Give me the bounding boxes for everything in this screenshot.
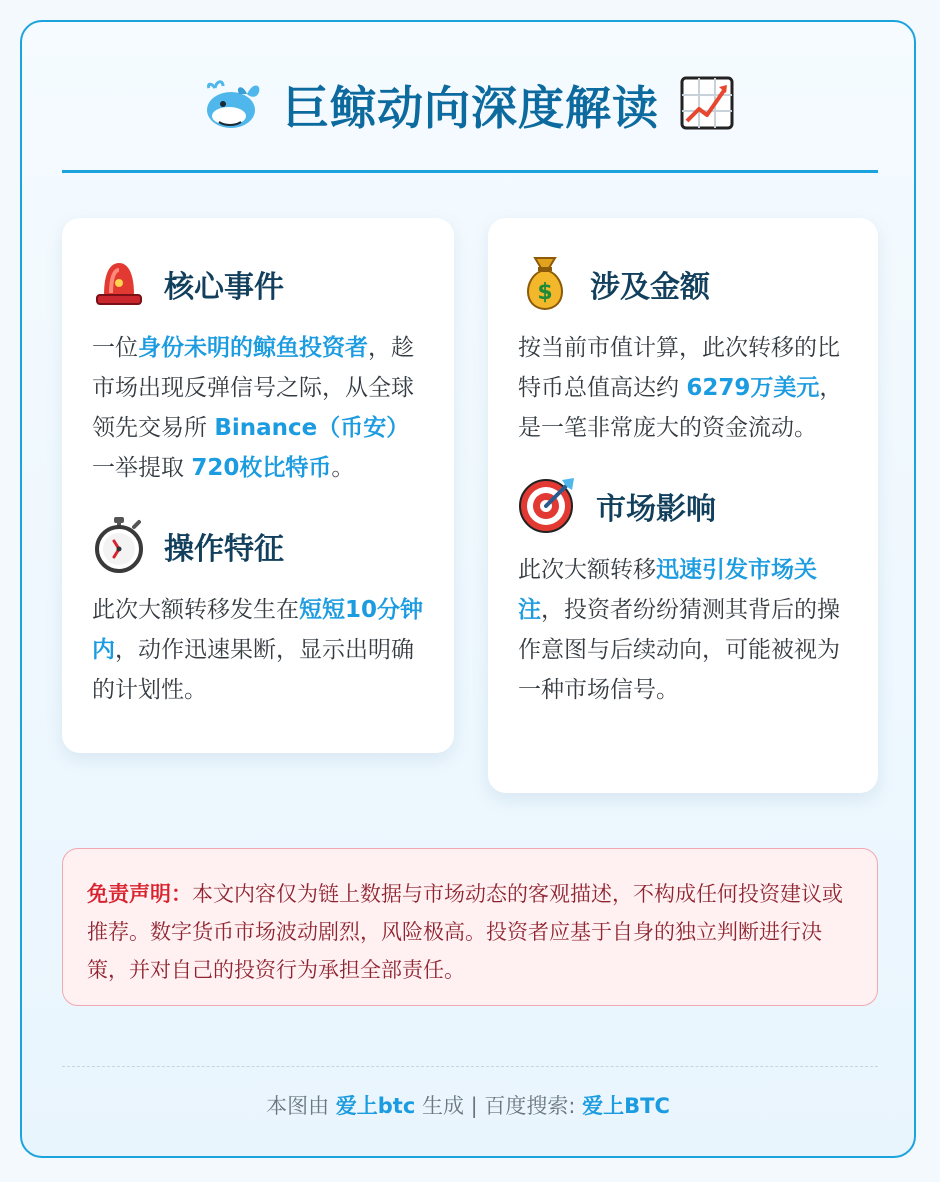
highlight-amount: 6279万美元 (686, 375, 820, 401)
highlight-attention: 迅速引发市场关注 (518, 557, 817, 623)
stopwatch-icon (92, 515, 146, 577)
target-icon (518, 474, 578, 538)
section-core-header (92, 254, 424, 314)
highlight-whale: 身份未明的鲸鱼投资者 (138, 335, 368, 361)
siren-icon (92, 257, 146, 311)
disclaimer-box (62, 848, 878, 1006)
footer-search-term: 爱上BTC (582, 1094, 670, 1118)
highlight-btc-count: 720枚比特币 (191, 455, 332, 481)
money-bag-icon (518, 252, 572, 316)
section-operation-text: 此次大额转移发生在短短10分钟内，动作迅速果断，显示出明确的计划性。 (92, 597, 424, 703)
left-panel (62, 218, 454, 753)
section-core-text: 一位身份未明的鲸鱼投资者，趁市场出现反弹信号之际，从全球领先交易所 Binance（币安）一举提取 720枚比特币。 (92, 335, 414, 481)
section-amount-header (518, 254, 848, 314)
section-impact-text: 此次大额转移迅速引发市场关注，投资者纷纷猜测其背后的操作意图与后续动向，可能被视为一种市场信号。 (518, 557, 840, 703)
section-impact-header (518, 476, 848, 536)
section-amount-text: 按当前市值计算，此次转移的比特币总值高达约 6279万美元，是一笔非常庞大的资金流动。 (518, 335, 843, 441)
chart-increasing-icon (679, 75, 735, 135)
section-operation-header (92, 516, 424, 576)
section-impact-title: 市场影响 (596, 492, 716, 527)
header-divider (62, 170, 878, 173)
svg-text:$: $ (537, 280, 553, 305)
disclaimer-text: 本文内容仅为链上数据与市场动态的客观描述，不构成任何投资建议或推荐。数字货币市场波动剧烈，风险极高。投资者应基于自身的独立判断进行决策，并对自己的投资行为承担全部责任。 (87, 882, 843, 982)
highlight-binance: Binance（币安） (214, 415, 410, 441)
footer-brand: 爱上btc (335, 1094, 416, 1118)
page-title: 巨鲸动向深度解读 (283, 81, 659, 135)
disclaimer-label: 免责声明： (87, 882, 192, 906)
section-core-title: 核心事件 (164, 270, 284, 305)
main-card (20, 20, 916, 1158)
highlight-duration: 短短10分钟内 (92, 597, 424, 663)
section-operation-title: 操作特征 (164, 532, 284, 567)
whale-icon (201, 72, 263, 138)
page-header (22, 70, 914, 140)
right-panel (488, 218, 878, 793)
section-amount-title: 涉及金额 (590, 270, 710, 305)
footer-divider (62, 1066, 878, 1067)
footer: 本图由 爱上btc 生成 | 百度搜索: 爱上BTC (266, 1094, 670, 1118)
